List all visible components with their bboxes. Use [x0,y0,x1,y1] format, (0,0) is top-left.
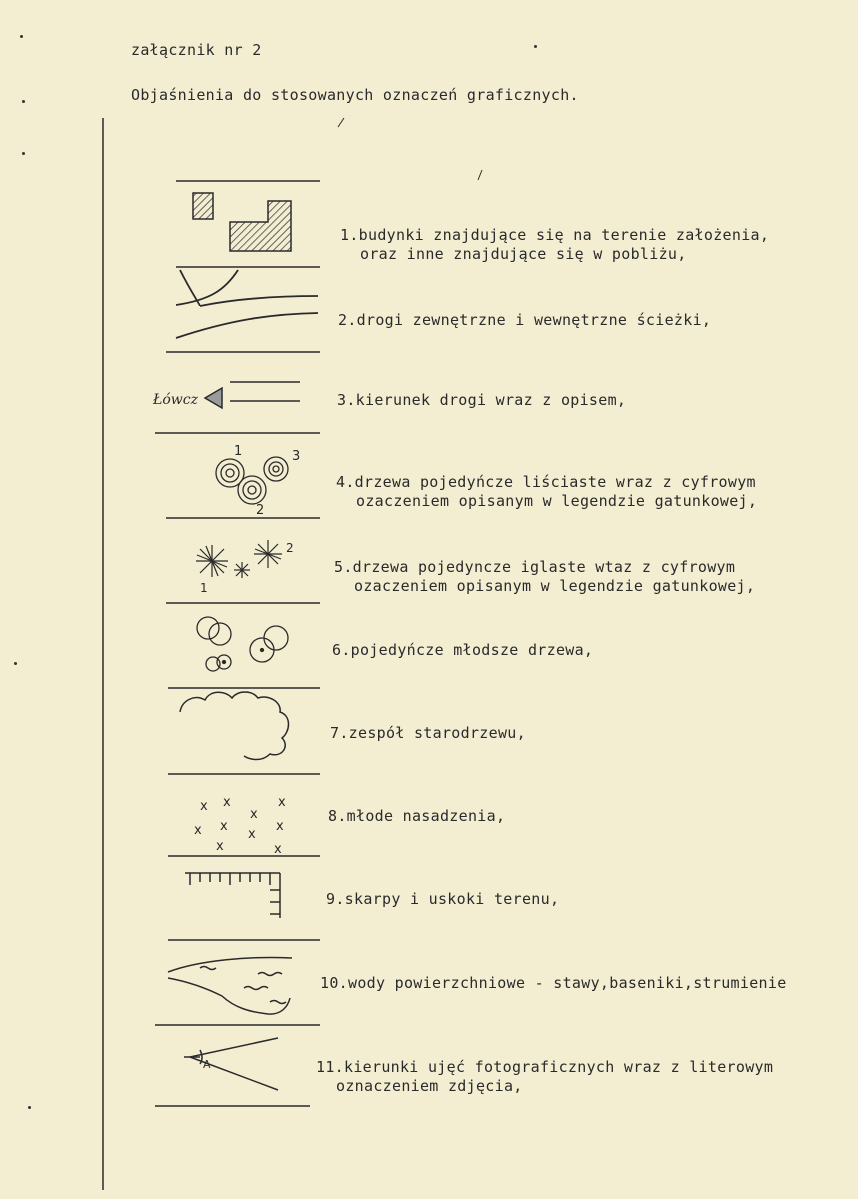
paper-speck [20,35,23,38]
legend-item-6: 6.pojedyńcze młodsze drzewa, [332,641,594,659]
svg-text:x: x [278,795,286,810]
legend-item-7: 7.zespół starodrzewu, [330,724,526,742]
paper-speck [28,1106,31,1109]
photo-letter: A [203,1058,211,1071]
svg-text:x: x [276,819,284,834]
legend-item-4: 4.drzewa pojedyńcze liściaste wraz z cyfrowym ozaczeniem opisanym w legendzie gatunkowej, [336,473,758,510]
svg-text:x: x [200,799,208,814]
old-trees-group-symbol [180,692,289,760]
paper-speck [14,662,17,665]
paper-speck [534,45,537,48]
svg-text:x: x [216,839,224,854]
buildings-symbol [193,193,291,251]
conifer-number-2: 2 [286,541,294,555]
tree-number-3: 3 [292,449,301,464]
legend-item-1: 1.budynki znajdujące się na terenie założenia, oraz inne znajdujące się w pobliżu, [340,226,770,263]
road-direction-label: Łówcz [153,392,198,408]
legend-item-8: 8.młode nasadzenia, [328,807,506,825]
roads-symbol [176,270,318,338]
svg-text:x: x [194,823,202,838]
tree-number-2: 2 [256,503,265,518]
svg-text:x: x [248,827,256,842]
svg-text:x: x [250,807,258,822]
page-title: Objaśnienia do stosowanych oznaczeń graficznych. [131,86,579,104]
paper-marks [338,118,482,180]
escarpment-symbol [185,873,280,918]
paper-speck [22,152,25,155]
svg-text:x: x [274,842,282,857]
young-plantings-symbol [194,795,286,857]
legend-item-11: 11.kierunki ujęć fotograficznych wraz z literowym oznaczeniem zdjęcia, [316,1058,774,1095]
attachment-label: załącznik nr 2 [131,41,262,59]
road-direction-symbol [205,382,300,408]
svg-text:x: x [220,819,228,834]
legend-item-2: 2.drogi zewnętrzne i wewnętrzne ścieżki, [338,311,712,329]
svg-text:x: x [223,795,231,810]
photo-direction-symbol [184,1038,278,1090]
surface-water-symbol [168,958,292,1015]
paper-speck [22,100,25,103]
conifer-number-1: 1 [200,581,208,595]
tree-number-1: 1 [234,444,243,459]
deciduous-trees-symbol [216,457,288,504]
legend-item-3: 3.kierunek drogi wraz z opisem, [337,391,627,409]
legend-item-9: 9.skarpy i uskoki terenu, [326,890,560,908]
legend-item-10: 10.wody powierzchniowe - stawy,baseniki,strumienie [320,974,787,992]
legend-item-5: 5.drzewa pojedyncze iglaste wtaz z cyfrowym ozaczeniem opisanym w legendzie gatunkowej, [334,558,756,595]
young-trees-symbol [197,617,288,671]
conifer-trees-symbol [196,540,282,578]
